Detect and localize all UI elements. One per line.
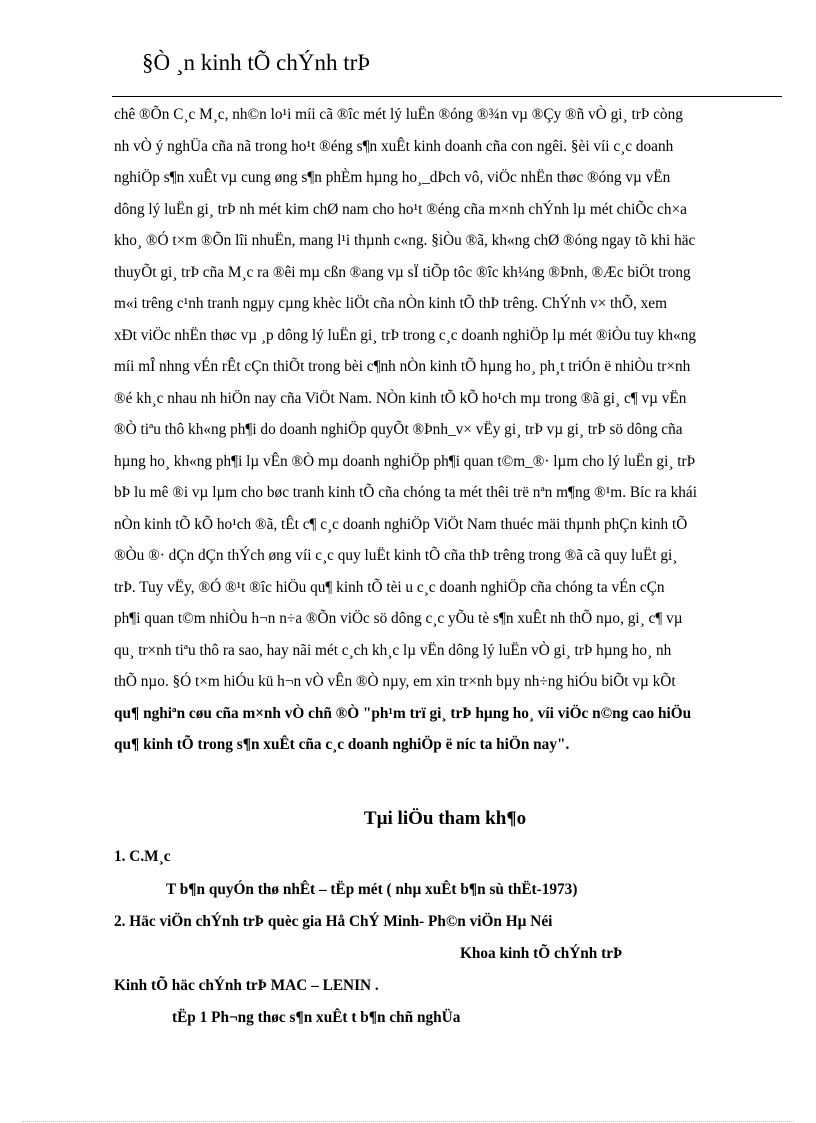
body-line: ph¶i quan t©m nhiÒu h¬n n÷a ®Õn viÖc sö dông c¸c yÕu tè s¶n xuÊt nh thÕ nµo, gi¸ c¶ vµ xyxy=(114,610,683,627)
body-line: trÞ. Tuy vËy, ®Ó ®¹t ®îc hiÖu qu¶ kinh tÕ tèi u c¸c doanh nghiÖp cña chóng ta vÉn cÇn xyxy=(114,578,665,596)
body-line: ®Òu ®· dÇn dÇn thÝch øng víi c¸c quy luËt kinh tÕ cña thÞ trêng trong ®ã cã quy luËt gi¸ xyxy=(114,547,678,564)
body-line: thÕ nµo. §Ó t×m hiÓu kü h¬n vÒ vÊn ®Ò nµy, em xin tr×nh bµy nh÷ng hiÓu biÕt vµ kÕt xyxy=(114,673,676,690)
body-line-bold: qu¶ nghiªn cøu cña m×nh vÒ chñ ®Ò "ph¹m trï gi¸ trÞ hµng ho¸ víi viÖc n©ng cao hiÖu xyxy=(114,704,692,722)
body-line: ®é kh¸c nhau nh hiÖn nay cña ViÖt Nam. NÒn kinh tÕ kÕ ho¹ch mµ trong ®ã gi¸ c¶ vµ vËn xyxy=(114,389,687,407)
body-line: hµng ho¸ kh«ng ph¶i lµ vÊn ®Ò mµ doanh nghiÖp ph¶i quan t©m_®· lµm cho lý luËn gi¸ trÞ xyxy=(114,452,696,470)
page-bottom-dotted-rule xyxy=(22,1121,794,1122)
reference-item: tËp 1 Ph¬ng thøc s¶n xuÊt t b¶n chñ nghÜa xyxy=(172,1009,461,1026)
body-line: thuyÕt gi¸ trÞ cña M¸c ra ®êi mµ cßn ®ang vµ sÏ tiÕp tôc ®îc kh¼ng ®Þnh, ®Æc biÖt trong xyxy=(114,263,691,281)
body-line: míi mÎ nhng vÉn rÊt cÇn thiÕt trong bèi c¶nh nÒn kinh tÕ hµng ho¸ ph¸t triÓn ë nhiÒu tr×nh xyxy=(114,358,691,375)
body-line: m«i trêng c¹nh tranh ngµy cµng khèc liÖt cña nÒn kinh tÕ thÞ trêng. ChÝnh v× thÕ, xem xyxy=(114,295,667,312)
body-line: bÞ lu mê ®i vµ lµm cho bøc tranh kinh tÕ cña chóng ta mét thêi trë nªn m¶ng ®¹m. Bíc ra khái xyxy=(114,484,697,501)
body-line: dông lý luËn gi¸ trÞ nh mét kim chØ nam cho ho¹t ®éng cña m×nh chÝnh lµ mét chiÕc ch×a xyxy=(114,200,687,218)
reference-item: Kinh tÕ häc chÝnh trÞ MAC – LENIN . xyxy=(114,977,379,994)
body-line: kho¸ ®Ó t×m ®Õn lîi nhuËn, mang l¹i thµnh c«ng. §iÒu ®ã, kh«ng chØ ®óng ngay tõ khi häc xyxy=(114,232,696,249)
running-header-title: §Ò ¸n kinh tÕ chÝnh trÞ xyxy=(142,50,371,75)
reference-item: T b¶n quyÓn thø nhÊt – tËp mét ( nhµ xuÊt b¶n sù thËt-1973) xyxy=(166,881,578,898)
reference-item: Khoa kinh tÕ chÝnh trÞ xyxy=(460,945,623,962)
body-line: qu¸ tr×nh tiªu thô ra sao, hay nãi mét c¸ch kh¸c lµ vËn dông lý luËn vÒ gi¸ trÞ hµng ho¸ nh xyxy=(114,641,672,659)
references-heading: Tµi liÖu tham kh¶o xyxy=(363,808,527,829)
header-rule xyxy=(112,96,782,97)
body-line-bold: qu¶ kinh tÕ trong s¶n xuÊt cña c¸c doanh nghiÖp ë níc ta hiÖn nay". xyxy=(114,736,570,753)
body-line: nghiÖp s¶n xuÊt vµ cung øng s¶n phÈm hµng ho¸_dÞch vô, viÖc nhËn thøc ®óng vµ vËn xyxy=(114,169,671,186)
body-line: chê ®Õn C¸c M¸c, nh©n lo¹i míi cã ®îc mét lý luËn ®óng ®¾n vµ ®Çy ®ñ vÒ gi¸ trÞ còng xyxy=(114,106,683,123)
body-line: nÒn kinh tÕ kÕ ho¹ch ®ã, tÊt c¶ c¸c doanh nghiÖp ViÖt Nam thuéc mäi thµnh phÇn kinh tÕ xyxy=(114,515,688,533)
body-line: xÐt viÖc nhËn thøc vµ ¸p dông lý luËn gi¸ trÞ trong c¸c doanh nghiÖp lµ mét ®iÒu tuy kh«ng xyxy=(114,326,696,344)
reference-item: 1. C.M¸c xyxy=(114,848,171,865)
reference-item: 2. Häc viÖn chÝnh trÞ quèc gia Hå ChÝ Minh- Ph©n viÖn Hµ Néi xyxy=(114,913,553,930)
body-line: ®Ò tiªu thô kh«ng ph¶i do doanh nghiÖp quyÕt ®Þnh_v× vËy gi¸ trÞ vµ gi¸ trÞ sö dông cña xyxy=(114,421,683,438)
body-line: nh vÒ ý nghÜa cña nã trong ho¹t ®éng s¶n xuÊt kinh doanh cña con ngêi. §èi víi c¸c doanh xyxy=(114,137,674,155)
